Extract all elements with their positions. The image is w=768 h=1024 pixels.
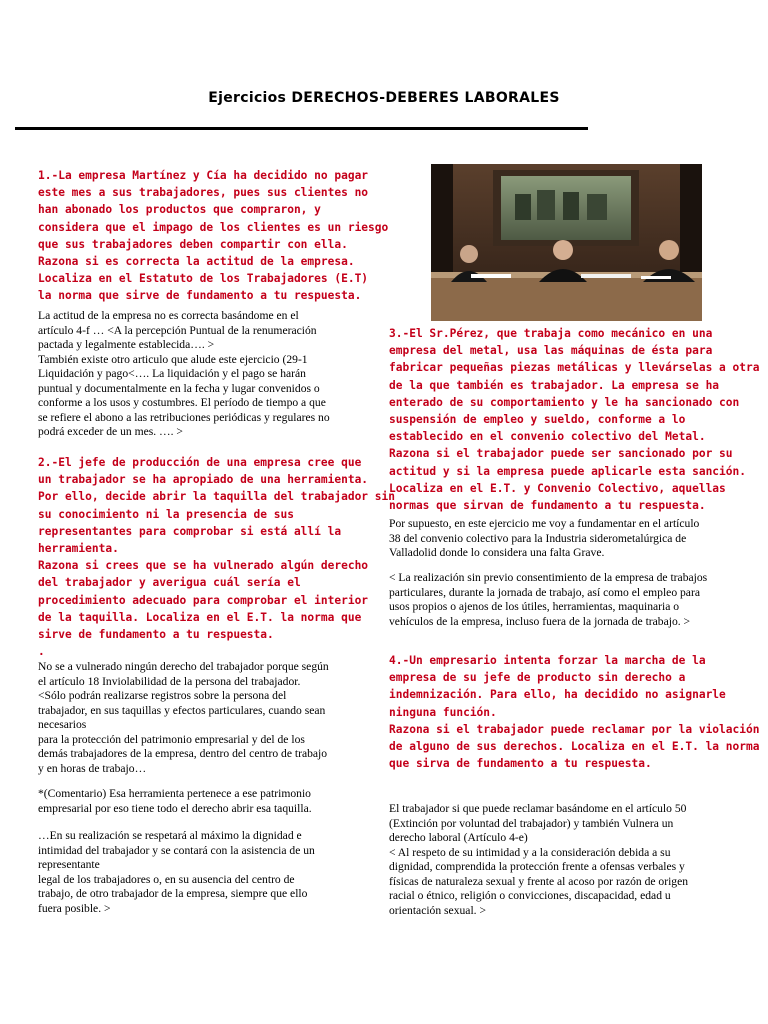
title-rule — [15, 127, 588, 130]
page-title: Ejercicios DERECHOS-DEBERES LABORALES — [208, 90, 560, 106]
courtroom-photo — [431, 164, 702, 321]
question-1: 1.-La empresa Martínez y Cía ha decidido no pagar este mes a sus trabajadores, pues sus clientes no han abonado los productos que compraron, y considera que el impago de los clientes es un riesgo que sus trabajadores deben compartir con ella. Razona si es correcta la actitud de la empresa. Localiza en el Estatuto de los Trabajadores (E.T) la norma que sirve de fundamento a tu respuesta. — [38, 169, 389, 303]
question-3: 3.-El Sr.Pérez, que trabaja como mecánico en una empresa del metal, usa las máquinas de ésta para fabricar pequeñas piezas metálicas y llevárselas a otra de la que también es trabajador. La empresa se ha enterado de su comportamiento y le ha sancionado con suspensión de empleo y sueldo, conforme a lo establecido en el convenio colectivo del Metal. Razona si el trabajador puede ser sancionado por su actitud y si la empresa puede aplicarle esta sanción. Localiza en el E.T. y Convenio Colectivo, aquellas normas que sirvan de fundamento a tu respuesta. — [389, 327, 760, 513]
answer-1: La actitud de la empresa no es correcta basándome en el artículo 4-f … <A la percepción Puntual de la renumeración pactada y legalmente establecida…. > También existe otro articulo que alude este ejercicio (29-1 Liquidación y pago<…. La liquidación y el pago se harán puntual y documentalmente en la fecha y lugar convenidos o conforme a los usos y costumbres. El período de tiempo a que se refiere el abono a las retribuciones periódicas y regulares no podrá exceder de un mes. …. > — [38, 309, 330, 438]
answer-2-continuation: …En su realización se respetará al máximo la dignidad e intimidad del trabajador y se contará con la asistencia de un representante legal de los trabajadores o, en su ausencia del centro de trabajo, de otro trabajador de la empresa, siempre que ello fuera posible. > — [38, 829, 315, 915]
question-4: 4.-Un empresario intenta forzar la marcha de la empresa de su jefe de producto sin derecho a indemnización. Para ello, ha decidido no asignarle ninguna función. Razona si el trabajador puede reclamar por la violación de alguno de sus derechos. Localiza en el E.T. la norma que sirva de fundamento a tu respuesta. — [389, 654, 760, 771]
answer-3: Por supuesto, en este ejercicio me voy a fundamentar en el artículo 38 del convenio colectivo para la Industria siderometalúrgica de Valladolid donde lo considera una falta Grave. — [389, 517, 700, 559]
answer-4: El trabajador si que puede reclamar basándome en el artículo 50 (Extinción por voluntad del trabajador) y también Vulnera un derecho laboral (Artículo 4-e) < Al respeto de su intimidad y a la consideración debida a su dignidad, comprendida la protección frente a ofensas verbales y físicas de naturaleza sexual y frente al acoso por razón de origen racial o étnico, religión o convicciones, discapacidad, edad u orientación sexual. > — [389, 802, 689, 917]
question-2: 2.-El jefe de producción de una empresa cree que un trabajador se ha apropiado de una herramienta. Por ello, decide abrir la taquilla del trabajador sin su conocimiento ni la presencia de sus representantes para comprobar si está allí la herramienta. Razona si crees que se ha vulnerado algún derecho del trabajador y averigua cuál sería el procedimiento adecuado para comprobar el interior de la taquilla. Localiza en el E.T. la norma que sirve de fundamento a tu respuesta. . — [38, 456, 395, 659]
answer-3-quote: < La realización sin previo consentimiento de la empresa de trabajos particulares, durante la jornada de trabajo, así como el empleo para usos propios o ajenos de los útiles, herramientas, maquinaria o vehículos de la empresa, incluso fuera de la jornada de trabajo. > — [389, 571, 708, 628]
answer-2-comment: *(Comentario) Esa herramienta pertenece a ese patrimonio empresarial por eso tiene todo el derecho abrir esa taquilla. — [38, 787, 312, 815]
answer-2: No se a vulnerado ningún derecho del trabajador porque según el artículo 18 Inviolabilidad de la persona del trabajador. <Sólo podrán realizarse registros sobre la persona del trabajador, en sus taquillas y efectos particulares, cuando sean necesarios para la protección del patrimonio empresarial y del de los demás trabajadores de la empresa, dentro del centro de trabajo y en horas de trabajo… — [38, 660, 329, 775]
